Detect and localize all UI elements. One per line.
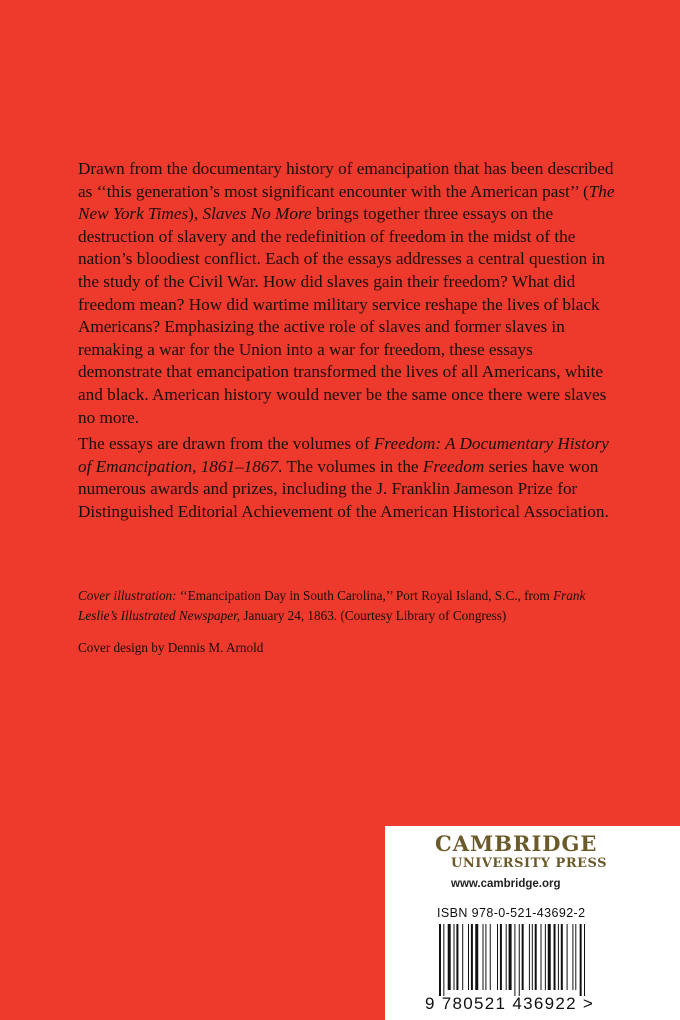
barcode-bar [541, 924, 542, 990]
barcode-bar [580, 924, 582, 996]
barcode-bar [558, 924, 559, 990]
series-title: Freedom: A Documentary History of Emancipation, 1861–1867 [78, 434, 609, 476]
blurb-text: Drawn from the documentary history of emancipation that has been described as ‘‘this generation’s most significant encounter with the American past’’ ( [78, 159, 614, 201]
blurb-text: ), [188, 204, 203, 224]
cover-design-credit: Cover design by Dennis M. Arnold [78, 640, 264, 655]
blurb-text: brings together three essays on the destruction of slavery and the redefinition of freedom in the midst of the nation’s bloodiest conflict. Each of the essays addresses a central question in the study of the Civil War. How did slaves gain their freedom? What did freedom mean? How did wartime military service reshape the lives of black Americans? Emphasizing the active role of slaves and former slaves in remaking a war for the Union into a war for freedom, these essays demonstrate that emancipation transformed the lives of all Americans, white and black. American history would never be the same once there were slaves no more. [78, 204, 607, 427]
barcode-bar [561, 924, 563, 990]
barcode-bar [584, 924, 585, 996]
blurb-paragraph-2 [78, 433, 618, 523]
barcode-bar [443, 924, 444, 996]
barcode-bar [497, 924, 498, 990]
credit-label: Cover illustration: [78, 588, 177, 603]
credit-text: January 24, 1863. (Courtesy Library of Congress) [240, 607, 507, 623]
barcode-bar [545, 924, 546, 990]
barcode-bar [509, 924, 512, 990]
blurb-paragraph-1 [78, 158, 618, 429]
barcode-bar [532, 924, 533, 990]
publisher-subname: UNIVERSITY PRESS [451, 856, 608, 871]
barcode-bar [522, 924, 524, 990]
barcode-bar [535, 924, 537, 990]
book-title: Slaves No More [202, 204, 312, 224]
barcode-bar [548, 924, 551, 990]
barcode-bar [483, 924, 484, 990]
barcode-bar [475, 924, 478, 990]
publisher-url: www.cambridge.org [451, 878, 561, 890]
cited-source: The New York Times [78, 181, 615, 224]
barcode-bar [454, 924, 455, 990]
publisher-name: CAMBRIDGE [435, 831, 598, 856]
barcode-bar [485, 924, 486, 990]
cover-illustration-credit [78, 586, 618, 625]
barcode [437, 924, 637, 996]
barcode-bar [519, 924, 520, 996]
blurb-text: . The volumes in the [278, 456, 423, 476]
series-name: Freedom [422, 456, 485, 476]
barcode-bar [456, 924, 458, 990]
barcode-bar [506, 924, 507, 990]
barcode-bar [462, 924, 463, 990]
credit-text: ‘‘Emancipation Day in South Carolina,’’ Port Royal Island, S.C., from [176, 588, 554, 603]
barcode-bar [572, 924, 573, 990]
blurb-text: series have won numerous awards and prizes, including the J. Franklin Jameson Prize for Distinguished Editorial Achievement of the American Historical Association. [78, 456, 609, 521]
isbn: ISBN 978-0-521-43692-2 [437, 906, 586, 920]
barcode-bar [439, 924, 441, 996]
barcode-number: 9 780521 436922 > [425, 994, 595, 1013]
blurb-text: The essays are drawn from the volumes of [78, 434, 374, 454]
barcode-bar [529, 924, 530, 990]
blurb [78, 158, 618, 524]
barcode-bar [514, 924, 515, 996]
newspaper-title: Frank Leslie’s Illustrated Newspaper, [78, 588, 586, 623]
barcode-bar [471, 924, 473, 990]
barcode-bar [448, 924, 451, 990]
barcode-bar [554, 924, 556, 990]
publisher-panel [385, 826, 680, 1020]
barcode-bar [567, 924, 568, 990]
barcode-bar [468, 924, 469, 990]
barcode-bar [500, 924, 502, 990]
barcode-bar [490, 924, 491, 990]
barcode-bar [575, 924, 576, 990]
